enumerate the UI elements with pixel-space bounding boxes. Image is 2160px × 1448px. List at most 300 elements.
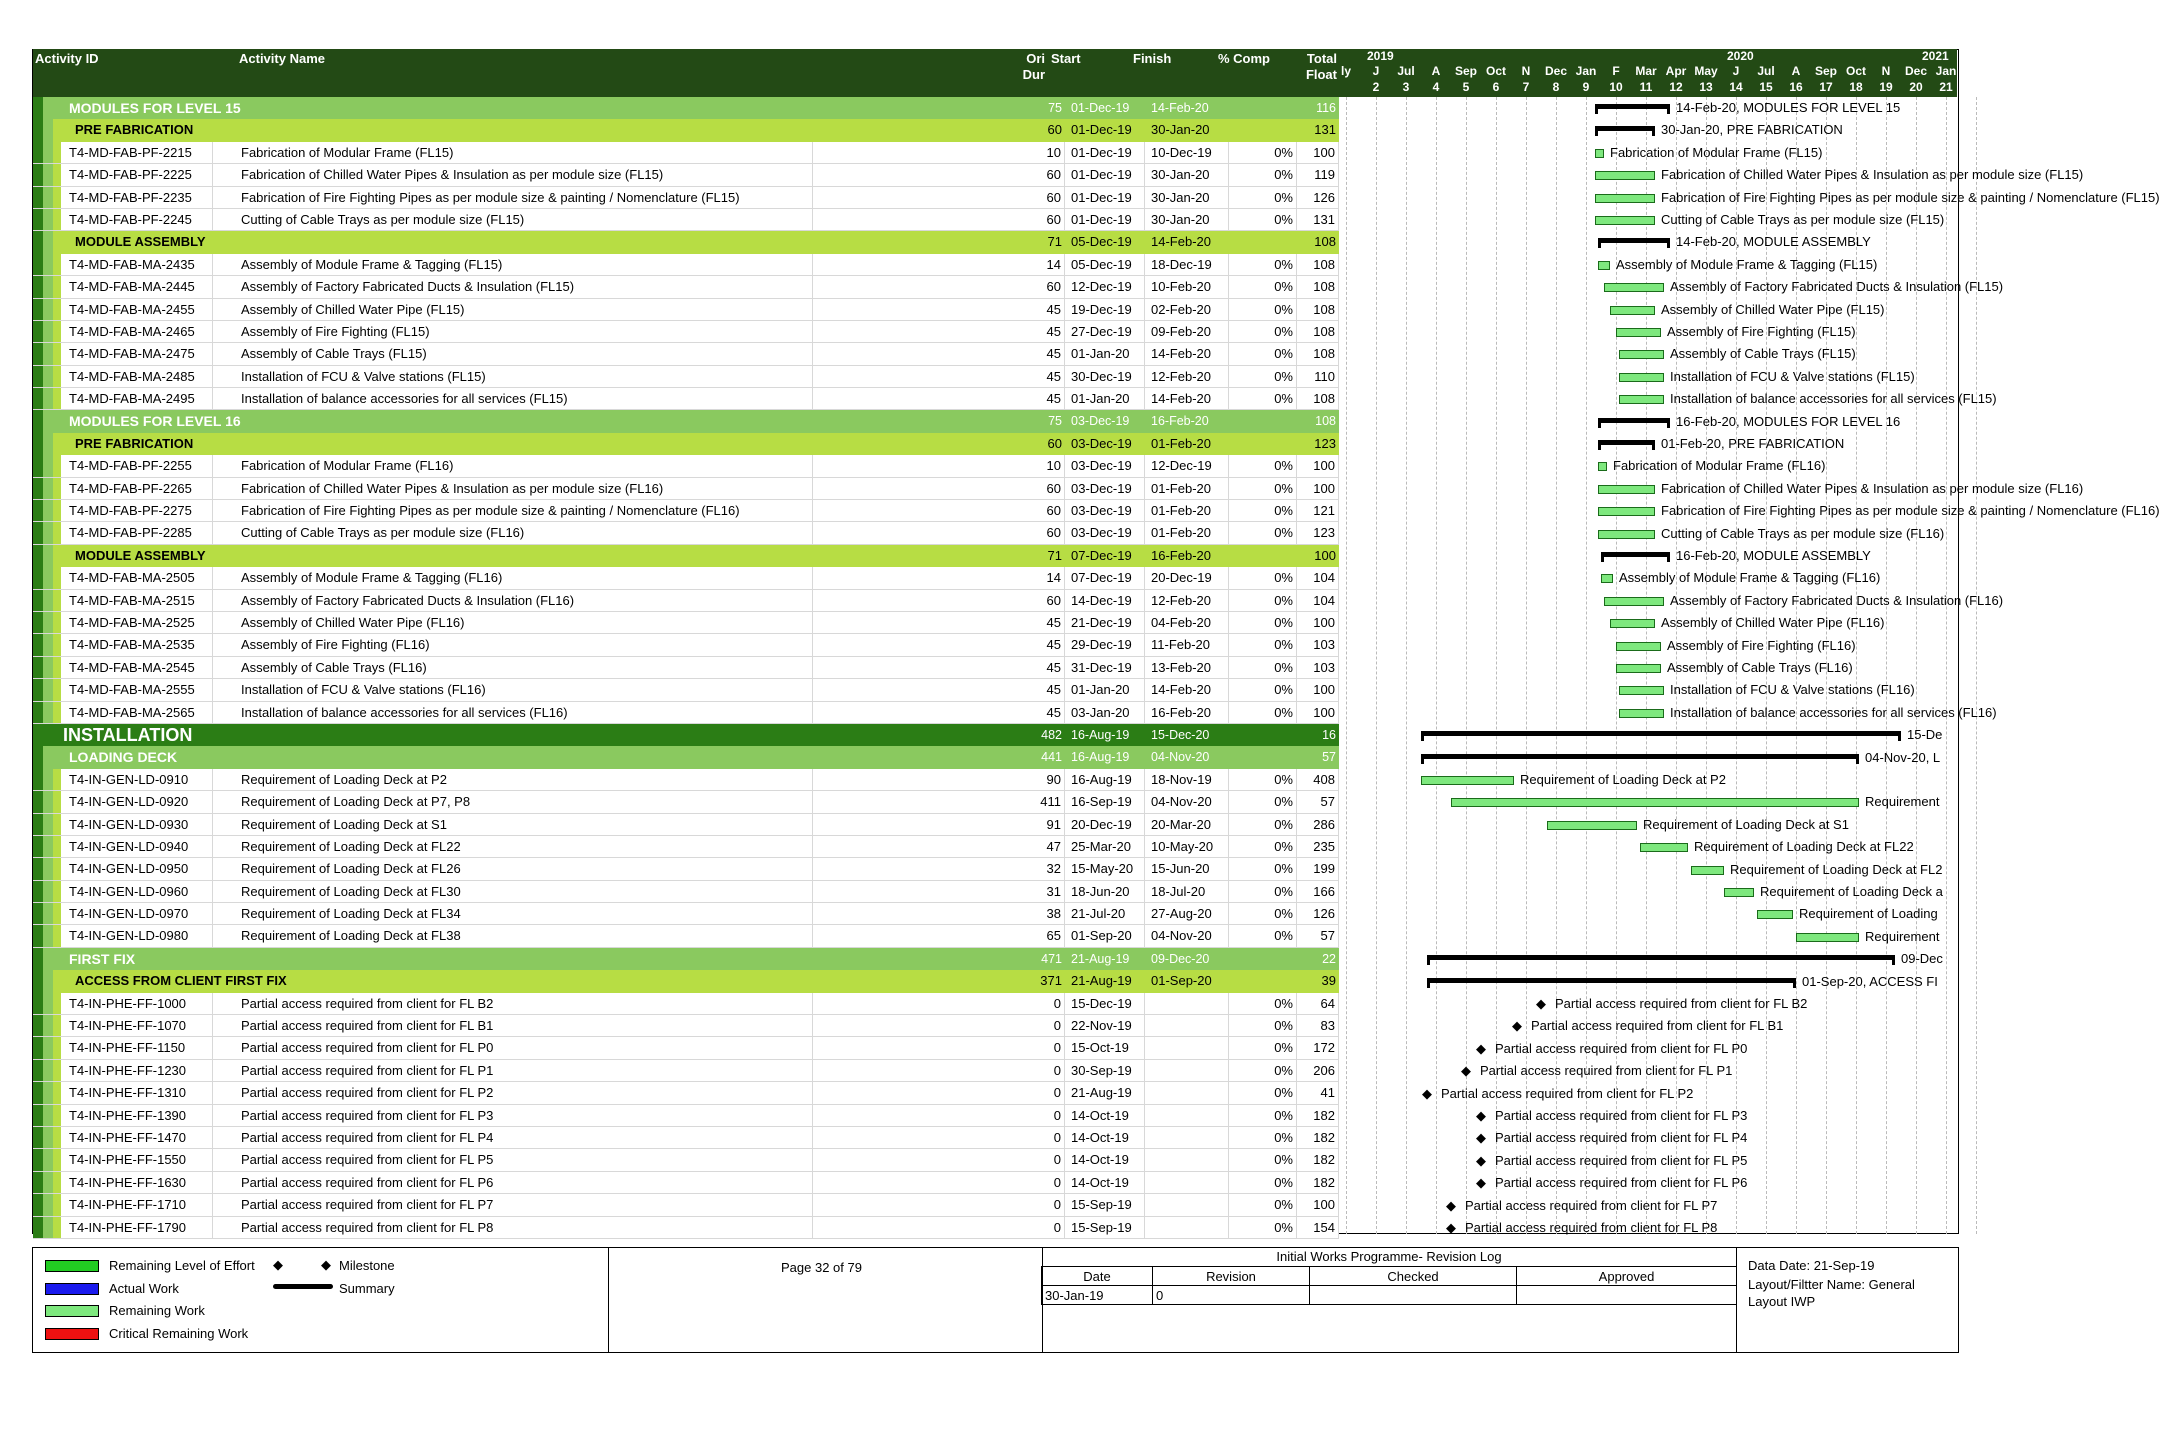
month-label: N bbox=[1881, 64, 1891, 78]
activity-bar[interactable] bbox=[1595, 171, 1655, 180]
group-stripe bbox=[33, 231, 43, 253]
group-name: PRE FABRICATION bbox=[75, 435, 194, 451]
activity-bar[interactable] bbox=[1616, 642, 1661, 651]
summary-bar[interactable] bbox=[1427, 955, 1895, 960]
activity-bar[interactable] bbox=[1619, 709, 1664, 718]
bar-label: 15-De bbox=[1907, 727, 1943, 743]
data-info bbox=[1736, 1248, 1958, 1352]
activity-name: Assembly of Factory Fabricated Ducts & Insulation (FL15) bbox=[237, 276, 813, 297]
total-float: 108 bbox=[1314, 234, 1336, 250]
milestone-diamond-icon[interactable]: ◆ bbox=[1512, 1018, 1522, 1034]
total-float: 16 bbox=[1322, 727, 1336, 742]
summary-bar[interactable] bbox=[1598, 440, 1655, 445]
group-stripe bbox=[33, 702, 43, 723]
start-date: 25-Mar-20 bbox=[1067, 836, 1145, 857]
activity-id: T4-IN-PHE-FF-1150 bbox=[61, 1037, 213, 1058]
activity-bar[interactable] bbox=[1598, 485, 1655, 494]
activity-bar[interactable] bbox=[1691, 866, 1724, 875]
table-row[interactable] bbox=[33, 522, 1339, 544]
group-stripe bbox=[33, 970, 43, 992]
group-stripe bbox=[33, 769, 43, 790]
percent-complete: 0% bbox=[1231, 388, 1297, 409]
finish-date: 30-Jan-20 bbox=[1147, 187, 1229, 208]
bar-label: Requirement bbox=[1865, 794, 1940, 810]
table-row[interactable] bbox=[33, 1060, 1339, 1082]
start-date: 03-Dec-19 bbox=[1067, 522, 1145, 543]
activity-bar[interactable] bbox=[1601, 574, 1613, 583]
activity-name: Partial access required from client for FL P2 bbox=[237, 1082, 813, 1103]
bar-label: Fabrication of Modular Frame (FL15) bbox=[1610, 144, 1823, 160]
table-row[interactable] bbox=[33, 1127, 1339, 1149]
activity-name: Requirement of Loading Deck at P7, P8 bbox=[237, 791, 813, 812]
percent-complete: 0% bbox=[1231, 299, 1297, 320]
group-stripe bbox=[43, 1015, 53, 1036]
col-comp[interactable]: % Comp bbox=[1218, 51, 1270, 66]
rev-header-checked: Checked bbox=[1310, 1267, 1517, 1286]
finish-date: 30-Jan-20 bbox=[1147, 209, 1229, 230]
activity-name: Partial access required from client for FL B1 bbox=[237, 1015, 813, 1036]
group-stripe bbox=[33, 209, 43, 230]
bar-label: Fabrication of Fire Fighting Pipes as per module size & painting / Nomenclature (FL16) bbox=[1661, 503, 2160, 519]
group-stripe bbox=[43, 545, 53, 567]
activity-id: T4-MD-FAB-MA-2565 bbox=[61, 702, 213, 723]
table-row[interactable] bbox=[33, 791, 1339, 813]
start-date: 07-Dec-19 bbox=[1071, 547, 1132, 563]
duration: 441 bbox=[1041, 750, 1062, 765]
activity-id: T4-IN-PHE-FF-1230 bbox=[61, 1060, 213, 1081]
percent-complete: 0% bbox=[1231, 881, 1297, 902]
start-date: 29-Dec-19 bbox=[1067, 634, 1145, 655]
group-stripe bbox=[43, 858, 53, 879]
duration: 60 bbox=[1017, 500, 1065, 521]
group-stripe bbox=[53, 299, 61, 320]
group-stripe bbox=[33, 97, 43, 119]
group-stripe bbox=[53, 590, 61, 611]
table-row[interactable] bbox=[33, 1149, 1339, 1171]
milestone-diamond-icon[interactable]: ◆ bbox=[1476, 1175, 1486, 1191]
legend-effort-swatch bbox=[45, 1260, 99, 1272]
group-stripe bbox=[43, 455, 53, 476]
total-float: 116 bbox=[1316, 101, 1336, 115]
col-activity-id[interactable]: Activity ID bbox=[35, 51, 99, 66]
finish-date: 20-Dec-19 bbox=[1147, 567, 1229, 588]
activity-id: T4-MD-FAB-MA-2555 bbox=[61, 679, 213, 700]
activity-id: T4-IN-PHE-FF-1470 bbox=[61, 1127, 213, 1148]
table-row[interactable] bbox=[33, 814, 1339, 836]
total-float: 154 bbox=[1299, 1217, 1339, 1238]
finish-date: 16-Feb-20 bbox=[1147, 702, 1229, 723]
finish-date: 30-Jan-20 bbox=[1147, 164, 1229, 185]
bar-label: Requirement of Loading Deck a bbox=[1760, 884, 1943, 899]
finish-date: 10-Feb-20 bbox=[1147, 276, 1229, 297]
total-float: 235 bbox=[1299, 836, 1339, 857]
summary-bar[interactable] bbox=[1427, 978, 1796, 983]
table-row[interactable] bbox=[33, 567, 1339, 589]
group-stripe bbox=[43, 1149, 53, 1170]
group-stripe bbox=[53, 433, 61, 455]
table-row[interactable] bbox=[33, 276, 1339, 298]
percent-complete: 0% bbox=[1231, 321, 1297, 342]
group-stripe bbox=[43, 276, 53, 297]
activity-id: T4-MD-FAB-PF-2215 bbox=[61, 142, 213, 163]
finish-date bbox=[1147, 1127, 1229, 1148]
start-date: 01-Dec-19 bbox=[1067, 142, 1145, 163]
group-stripe bbox=[53, 791, 61, 812]
group-stripe bbox=[53, 881, 61, 902]
summary-bar[interactable] bbox=[1595, 126, 1655, 131]
table-row[interactable] bbox=[33, 881, 1339, 903]
activity-bar[interactable] bbox=[1616, 328, 1661, 337]
activity-bar[interactable] bbox=[1619, 686, 1664, 695]
summary-bar[interactable] bbox=[1598, 418, 1670, 423]
table-row[interactable] bbox=[33, 321, 1339, 343]
grid-line bbox=[1376, 97, 1377, 1234]
table-row[interactable] bbox=[33, 500, 1339, 522]
activity-bar[interactable] bbox=[1595, 216, 1655, 225]
group-stripe bbox=[33, 388, 43, 409]
group-stripe bbox=[33, 545, 43, 567]
group-stripe bbox=[43, 433, 53, 455]
group-row[interactable] bbox=[33, 231, 1339, 253]
table-row[interactable] bbox=[33, 903, 1339, 925]
group-stripe bbox=[53, 1060, 61, 1081]
group-row[interactable] bbox=[33, 545, 1339, 567]
group-stripe bbox=[43, 903, 53, 924]
summary-bar[interactable] bbox=[1421, 754, 1859, 759]
col-dur[interactable] bbox=[1013, 51, 1045, 83]
finish-date: 14-Feb-20 bbox=[1147, 388, 1229, 409]
duration: 45 bbox=[1017, 657, 1065, 678]
grid-line bbox=[1346, 97, 1347, 1234]
table-row[interactable] bbox=[33, 164, 1339, 186]
group-stripe bbox=[53, 142, 61, 163]
bar-label: Requirement of Loading Deck at P2 bbox=[1520, 772, 1726, 787]
duration: 45 bbox=[1017, 299, 1065, 320]
total-float: 100 bbox=[1299, 612, 1339, 633]
activity-bar[interactable] bbox=[1619, 373, 1664, 382]
table-row[interactable] bbox=[33, 343, 1339, 365]
activity-bar[interactable] bbox=[1598, 261, 1610, 270]
table-row[interactable] bbox=[33, 590, 1339, 612]
milestone-diamond-icon[interactable]: ◆ bbox=[1476, 1130, 1486, 1146]
duration: 45 bbox=[1017, 388, 1065, 409]
group-stripe bbox=[53, 276, 61, 297]
group-stripe bbox=[33, 881, 43, 902]
table-row[interactable] bbox=[33, 142, 1339, 164]
activity-name: Installation of FCU & Valve stations (FL15) bbox=[237, 366, 813, 387]
group-stripe bbox=[33, 142, 43, 163]
activity-bar[interactable] bbox=[1724, 888, 1754, 897]
percent-complete: 0% bbox=[1231, 1127, 1297, 1148]
table-row[interactable] bbox=[33, 187, 1339, 209]
activity-name: Partial access required from client for FL B2 bbox=[237, 993, 813, 1014]
finish-date: 16-Feb-20 bbox=[1151, 414, 1209, 429]
bar-label: Partial access required from client for FL P0 bbox=[1495, 1040, 1748, 1056]
activity-name: Requirement of Loading Deck at FL26 bbox=[237, 858, 813, 879]
group-stripe bbox=[33, 299, 43, 320]
table-row[interactable] bbox=[33, 679, 1339, 701]
group-stripe bbox=[43, 791, 53, 812]
legend-critical-label: Critical Remaining Work bbox=[109, 1326, 249, 1341]
finish-date bbox=[1147, 993, 1229, 1014]
page-number-cell bbox=[608, 1248, 1043, 1352]
finish-date: 12-Feb-20 bbox=[1147, 366, 1229, 387]
activity-bar[interactable] bbox=[1547, 821, 1637, 830]
finish-date: 20-Mar-20 bbox=[1147, 814, 1229, 835]
duration: 32 bbox=[1017, 858, 1065, 879]
col-activity-name[interactable]: Activity Name bbox=[239, 51, 325, 66]
bar-label: 04-Nov-20, L bbox=[1865, 749, 1941, 765]
table-row[interactable] bbox=[33, 366, 1339, 388]
legend-remaining-label: Remaining Work bbox=[109, 1303, 205, 1318]
group-stripe bbox=[43, 1217, 53, 1238]
milestone-diamond-icon[interactable]: ◆ bbox=[1536, 996, 1546, 1011]
activity-bar[interactable] bbox=[1598, 507, 1655, 516]
start-date: 01-Sep-20 bbox=[1067, 925, 1145, 946]
activity-bar[interactable] bbox=[1604, 283, 1664, 292]
group-stripe bbox=[33, 433, 43, 455]
activity-bar[interactable] bbox=[1451, 798, 1859, 807]
period-number: 2 bbox=[1372, 80, 1380, 94]
table-row[interactable] bbox=[33, 254, 1339, 276]
finish-date bbox=[1147, 1149, 1229, 1170]
finish-date: 04-Nov-20 bbox=[1147, 925, 1229, 946]
table-row[interactable] bbox=[33, 993, 1339, 1015]
period-number: 8 bbox=[1552, 80, 1560, 94]
table-row[interactable] bbox=[33, 657, 1339, 679]
percent-complete: 0% bbox=[1231, 590, 1297, 611]
finish-date: 09-Feb-20 bbox=[1147, 321, 1229, 342]
table-row[interactable] bbox=[33, 1015, 1339, 1037]
col-start[interactable]: Start bbox=[1051, 51, 1081, 66]
duration: 10 bbox=[1017, 455, 1065, 476]
activity-id: T4-MD-FAB-MA-2465 bbox=[61, 321, 213, 342]
finish-date bbox=[1147, 1217, 1229, 1238]
total-float: 100 bbox=[1299, 478, 1339, 499]
total-float: 108 bbox=[1299, 254, 1339, 275]
activity-bar[interactable] bbox=[1604, 597, 1664, 606]
col-dur-line2: Dur bbox=[1022, 67, 1045, 82]
group-stripe bbox=[43, 410, 53, 432]
table-row[interactable] bbox=[33, 1105, 1339, 1127]
group-stripe bbox=[43, 254, 53, 275]
period-number: 18 bbox=[1849, 80, 1863, 94]
bar-label: Assembly of Cable Trays (FL16) bbox=[1667, 660, 1853, 675]
finish-date: 12-Dec-19 bbox=[1147, 455, 1229, 476]
milestone-diamond-icon[interactable]: ◆ bbox=[1461, 1063, 1471, 1079]
activity-id: T4-MD-FAB-PF-2255 bbox=[61, 455, 213, 476]
activity-id: T4-IN-PHE-FF-1000 bbox=[61, 993, 213, 1014]
table-row[interactable] bbox=[33, 1172, 1339, 1194]
group-row[interactable] bbox=[33, 433, 1339, 455]
activity-bar[interactable] bbox=[1598, 462, 1607, 471]
group-stripe bbox=[43, 299, 53, 320]
milestone-diamond-icon[interactable]: ◆ bbox=[1422, 1085, 1432, 1101]
group-stripe bbox=[53, 925, 61, 946]
group-row[interactable] bbox=[33, 410, 1339, 432]
duration: 45 bbox=[1017, 634, 1065, 655]
start-date: 16-Aug-19 bbox=[1071, 727, 1130, 742]
start-date: 03-Dec-19 bbox=[1067, 478, 1145, 499]
finish-date: 18-Dec-19 bbox=[1147, 254, 1229, 275]
bar-label: 16-Feb-20, MODULE ASSEMBLY bbox=[1676, 548, 1871, 563]
group-stripe bbox=[43, 478, 53, 499]
summary-bar[interactable] bbox=[1421, 731, 1901, 736]
grid-line bbox=[1976, 97, 1977, 1234]
milestone-diamond-icon[interactable]: ◆ bbox=[1446, 1220, 1456, 1235]
table-row[interactable] bbox=[33, 634, 1339, 656]
activity-bar[interactable] bbox=[1640, 843, 1688, 852]
table-row[interactable] bbox=[33, 1217, 1339, 1239]
group-row[interactable] bbox=[33, 970, 1339, 992]
bar-label: Assembly of Fire Fighting (FL16) bbox=[1667, 637, 1856, 653]
group-stripe bbox=[33, 1172, 43, 1193]
summary-bar[interactable] bbox=[1601, 552, 1670, 557]
percent-complete: 0% bbox=[1231, 455, 1297, 476]
percent-complete: 0% bbox=[1231, 903, 1297, 924]
start-date: 15-Sep-19 bbox=[1067, 1194, 1145, 1215]
total-float: 166 bbox=[1299, 881, 1339, 902]
table-row[interactable] bbox=[33, 1082, 1339, 1104]
table-row[interactable] bbox=[33, 925, 1339, 947]
year-label: 2019 bbox=[1367, 49, 1394, 63]
activity-name: Partial access required from client for FL P0 bbox=[237, 1037, 813, 1058]
duration: 71 bbox=[1047, 547, 1062, 563]
start-date: 07-Dec-19 bbox=[1067, 567, 1145, 588]
activity-name: Assembly of Cable Trays (FL16) bbox=[237, 657, 813, 678]
activity-bar[interactable] bbox=[1619, 395, 1664, 404]
activity-bar[interactable] bbox=[1616, 664, 1661, 673]
group-stripe bbox=[43, 366, 53, 387]
group-row[interactable] bbox=[33, 97, 1339, 119]
duration: 38 bbox=[1017, 903, 1065, 924]
table-row[interactable] bbox=[33, 702, 1339, 724]
table-row[interactable] bbox=[33, 836, 1339, 858]
activity-bar[interactable] bbox=[1610, 619, 1655, 628]
activity-id: T4-IN-PHE-FF-1710 bbox=[61, 1194, 213, 1215]
bar-label: Requirement bbox=[1865, 928, 1940, 944]
month-label: Dec bbox=[1904, 64, 1927, 78]
activity-id: T4-IN-GEN-LD-0960 bbox=[61, 881, 213, 902]
summary-bar[interactable] bbox=[1598, 238, 1670, 243]
group-stripe bbox=[43, 702, 53, 723]
activity-bar[interactable] bbox=[1757, 910, 1793, 919]
table-row[interactable] bbox=[33, 769, 1339, 791]
percent-complete: 0% bbox=[1231, 567, 1297, 588]
col-dur-line1: Ori bbox=[1026, 51, 1045, 66]
group-stripe bbox=[53, 1082, 61, 1103]
percent-complete: 0% bbox=[1231, 679, 1297, 700]
percent-complete: 0% bbox=[1231, 142, 1297, 163]
activity-name: Assembly of Module Frame & Tagging (FL15) bbox=[237, 254, 813, 275]
activity-bar[interactable] bbox=[1796, 933, 1859, 942]
finish-date: 01-Feb-20 bbox=[1147, 522, 1229, 543]
group-row[interactable] bbox=[33, 119, 1339, 141]
group-stripe bbox=[53, 1194, 61, 1215]
bar-label: Installation of balance accessories for all services (FL15) bbox=[1670, 391, 1997, 407]
group-stripe bbox=[43, 1082, 53, 1103]
activity-bar[interactable] bbox=[1595, 149, 1604, 158]
table-row[interactable] bbox=[33, 209, 1339, 231]
milestone-diamond-icon[interactable]: ◆ bbox=[1476, 1152, 1486, 1168]
total-float: 100 bbox=[1314, 547, 1336, 563]
group-stripe bbox=[33, 858, 43, 879]
bar-label: Partial access required from client for FL P1 bbox=[1480, 1063, 1733, 1079]
group-stripe bbox=[43, 657, 53, 678]
group-row[interactable] bbox=[33, 948, 1339, 970]
activity-id: T4-MD-FAB-PF-2245 bbox=[61, 209, 213, 230]
activity-bar[interactable] bbox=[1595, 194, 1655, 203]
duration: 0 bbox=[1017, 1172, 1065, 1193]
table-row[interactable] bbox=[33, 455, 1339, 477]
legend-summary-icon bbox=[273, 1284, 333, 1289]
group-name: ACCESS FROM CLIENT FIRST FIX bbox=[75, 973, 287, 989]
activity-table bbox=[33, 49, 1339, 1239]
finish-date: 09-Dec-20 bbox=[1151, 951, 1210, 966]
activity-bar[interactable] bbox=[1421, 776, 1514, 785]
total-float: 182 bbox=[1299, 1127, 1339, 1148]
table-row[interactable] bbox=[33, 388, 1339, 410]
table-row[interactable] bbox=[33, 612, 1339, 634]
start-date: 22-Nov-19 bbox=[1067, 1015, 1145, 1036]
group-stripe bbox=[33, 679, 43, 700]
milestone-diamond-icon[interactable]: ◆ bbox=[1446, 1197, 1456, 1213]
group-stripe bbox=[53, 612, 61, 633]
milestone-diamond-icon[interactable]: ◆ bbox=[1476, 1040, 1486, 1056]
table-row[interactable] bbox=[33, 299, 1339, 321]
duration: 71 bbox=[1047, 234, 1062, 250]
group-stripe bbox=[53, 522, 61, 543]
duration: 60 bbox=[1047, 122, 1062, 138]
table-row[interactable] bbox=[33, 478, 1339, 500]
milestone-diamond-icon[interactable]: ◆ bbox=[1476, 1108, 1486, 1123]
gantt-body bbox=[1339, 97, 2160, 1235]
group-stripe bbox=[33, 1105, 43, 1126]
activity-id: T4-IN-PHE-FF-1630 bbox=[61, 1172, 213, 1193]
activity-bar[interactable] bbox=[1598, 530, 1655, 539]
start-date: 12-Dec-19 bbox=[1067, 276, 1145, 297]
bar-label: Assembly of Factory Fabricated Ducts & Insulation (FL15) bbox=[1670, 279, 2004, 295]
activity-id: T4-IN-PHE-FF-1310 bbox=[61, 1082, 213, 1103]
activity-bar[interactable] bbox=[1619, 350, 1664, 359]
month-label: F bbox=[1612, 64, 1620, 78]
group-stripe bbox=[43, 142, 53, 163]
duration: 0 bbox=[1017, 1082, 1065, 1103]
col-finish[interactable]: Finish bbox=[1133, 51, 1172, 66]
activity-id: T4-MD-FAB-PF-2235 bbox=[61, 187, 213, 208]
group-stripe bbox=[33, 657, 43, 678]
layout-iwp: Layout IWP bbox=[1748, 1294, 1816, 1309]
table-row[interactable] bbox=[33, 858, 1339, 880]
activity-name: Partial access required from client for FL P1 bbox=[237, 1060, 813, 1081]
percent-complete: 0% bbox=[1231, 1015, 1297, 1036]
activity-bar[interactable] bbox=[1610, 306, 1655, 315]
activity-id: T4-IN-PHE-FF-1790 bbox=[61, 1217, 213, 1238]
table-row[interactable] bbox=[33, 1194, 1339, 1216]
period-number: 20 bbox=[1909, 80, 1923, 94]
group-stripe bbox=[33, 1015, 43, 1036]
start-date: 14-Oct-19 bbox=[1067, 1105, 1145, 1126]
summary-bar[interactable] bbox=[1595, 104, 1670, 109]
table-row[interactable] bbox=[33, 1037, 1339, 1059]
group-row[interactable] bbox=[33, 724, 1339, 746]
legend-remaining-swatch bbox=[45, 1305, 99, 1317]
duration: 60 bbox=[1047, 435, 1062, 451]
total-float: 100 bbox=[1299, 702, 1339, 723]
group-stripe bbox=[53, 970, 61, 992]
activity-name: Requirement of Loading Deck at P2 bbox=[237, 769, 813, 790]
group-row[interactable] bbox=[33, 746, 1339, 768]
